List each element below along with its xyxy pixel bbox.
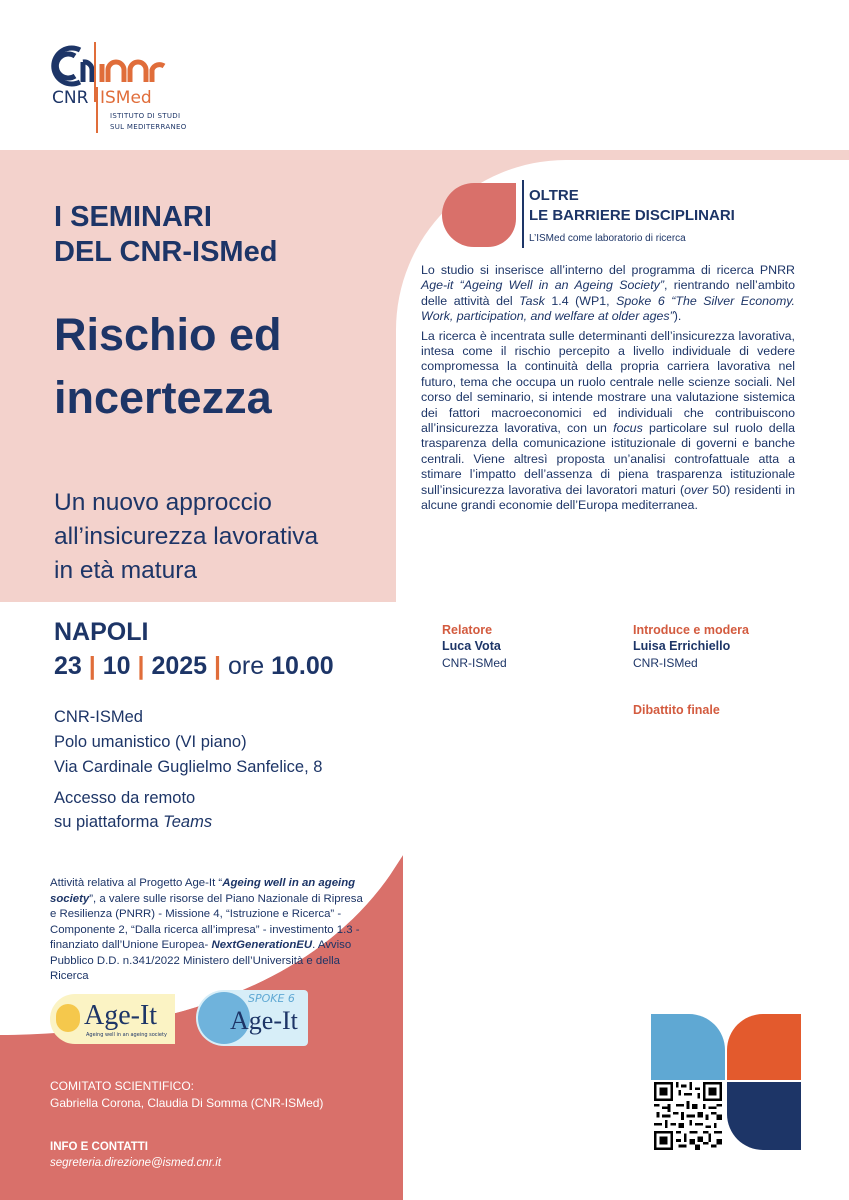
ageit-leaf-icon <box>56 1004 80 1032</box>
contacts-email[interactable]: segreteria.direzione@ismed.cnr.it <box>50 1157 222 1169</box>
section-heading-line2: LE BARRIERE DISCIPLINARI <box>529 207 735 224</box>
section-heading-line1: OLTRE <box>529 187 579 204</box>
spoke6-ageit-text: Age-It <box>230 1006 298 1035</box>
logo-tagline-2: SUL MEDITERRANEO <box>110 123 187 131</box>
remote-text: su piattaforma <box>54 813 159 831</box>
event-date <box>54 652 334 681</box>
abstract-paragraph-2: La ricerca è incentrata sulle determinanti dell’insicurezza lavorativa, intesa come il rischio percepito a livello individuale di vedere compromessa la continuità della propria carriera lavorativa nel futuro, tema che occupa un ruolo centrale nelle scienze sociali. Nel corso del seminario, si intende mostrare una valutazione sistemica dei fattori macroeconomici ed individuali che contribuiscono all’insicurezza lavorativa, con un focus particolare sul ruolo della trasparenza della comunicazione istituzionale di governi e banche centrali. Viene altresì proposta un’analisi controfattuale atta a stimare l’impatto dell’assenza di piena trasparenza istituzionale sull’insicurezza lavorativa dei lavoratori maturi (over 50) residenti in alcune grandi economie dell’Europa mediterranea. <box>421 328 795 513</box>
committee-members: Gabriella Corona, Claudia Di Somma (CNR-ISMed) <box>50 1096 324 1110</box>
section-subheading: L’ISMed come laboratorio di ricerca <box>529 233 686 244</box>
subtitle-line2: all’insicurezza lavorativa <box>54 523 319 550</box>
spoke6-label: SPOKE 6 <box>248 992 295 1005</box>
logo-divider <box>96 87 98 133</box>
series-title-line1: I SEMINARI <box>54 201 212 233</box>
project-funding-text: Attività relativa al Progetto Age-It “Ageing well in an ageing society”, a valere sulle risorse del Piano Nazionale di Ripresa e Resilienza (PNRR) - Missione 4, “Istruzione e Ricerca” - Componente 2, “Dalla ricerca all’impresa” - investimento 1.3 - finanziato dall’Unione Europea- NextGenerationEU. Avviso Pubblico D.D. n.341/2022 Ministero dell’Università e della Ricerca <box>50 877 363 982</box>
event-time: 10.00 <box>271 652 334 680</box>
contacts-label: INFO E CONTATTI <box>50 1141 148 1153</box>
relatore-label: Relatore <box>442 623 493 637</box>
spoke6-logo <box>196 990 308 1046</box>
logo-tagline-1: ISTITUTO DI STUDI <box>110 112 181 120</box>
date-separator: | <box>137 652 145 680</box>
remote-line1: Accesso da remoto <box>54 789 196 807</box>
remote-platform: Teams <box>163 813 213 831</box>
moderatore-name: Luisa Errichiello <box>633 639 731 653</box>
series-title-line2: DEL CNR-ISMed <box>54 236 278 268</box>
ageit-logo-tagline: Ageing well in an ageing society <box>86 1032 167 1038</box>
section-shape-icon <box>442 183 516 247</box>
moderatore-label: Introduce e modera <box>633 623 749 637</box>
venue-line1: CNR-ISMed <box>54 708 143 726</box>
moderatore-affiliation: CNR-ISMed <box>633 656 698 670</box>
remote-line2 <box>54 811 212 834</box>
qr-code[interactable] <box>652 1082 724 1150</box>
main-title-line1: Rischio ed <box>54 309 282 360</box>
logo-ismed-text: ISMed <box>100 88 152 108</box>
event-time-label: ore <box>227 652 265 680</box>
venue-line3: Via Cardinale Guglielmo Sanfelice, 8 <box>54 758 323 776</box>
deco-navy-shape <box>727 1082 801 1150</box>
deco-blue-shape <box>651 1014 725 1080</box>
event-city: NAPOLI <box>54 618 149 646</box>
committee-label: COMITATO SCIENTIFICO: <box>50 1079 194 1093</box>
abstract-text <box>421 263 795 518</box>
ageit-logo-text: Age-It <box>84 1000 158 1031</box>
logo-cnr-text: CNR <box>52 88 89 108</box>
date-separator: | <box>214 652 222 680</box>
subtitle-line1: Un nuovo approccio <box>54 489 272 516</box>
closing-debate: Dibattito finale <box>633 703 720 717</box>
date-separator: | <box>88 652 96 680</box>
abstract-paragraph-1: Lo studio si inserisce all’interno del programma di ricerca PNRR Age-it “Ageing Well in an Ageing Society”, rientrando nell’ambito delle attività del Task 1.4 (WP1, Spoke 6 “The Silver Economy. Work, participation, and welfare at older ages”). <box>421 263 796 324</box>
event-month: 10 <box>102 652 131 680</box>
main-title-line2: incertezza <box>54 372 272 423</box>
subtitle-line3: in età matura <box>54 557 197 584</box>
event-day: 23 <box>54 652 82 680</box>
relatore-affiliation: CNR-ISMed <box>442 656 507 670</box>
section-divider <box>522 180 524 248</box>
deco-orange-shape <box>727 1014 801 1080</box>
venue-line2: Polo umanistico (VI piano) <box>54 733 247 751</box>
relatore-name: Luca Vota <box>442 639 501 653</box>
event-year: 2025 <box>151 652 208 680</box>
ageit-logo <box>50 994 175 1044</box>
